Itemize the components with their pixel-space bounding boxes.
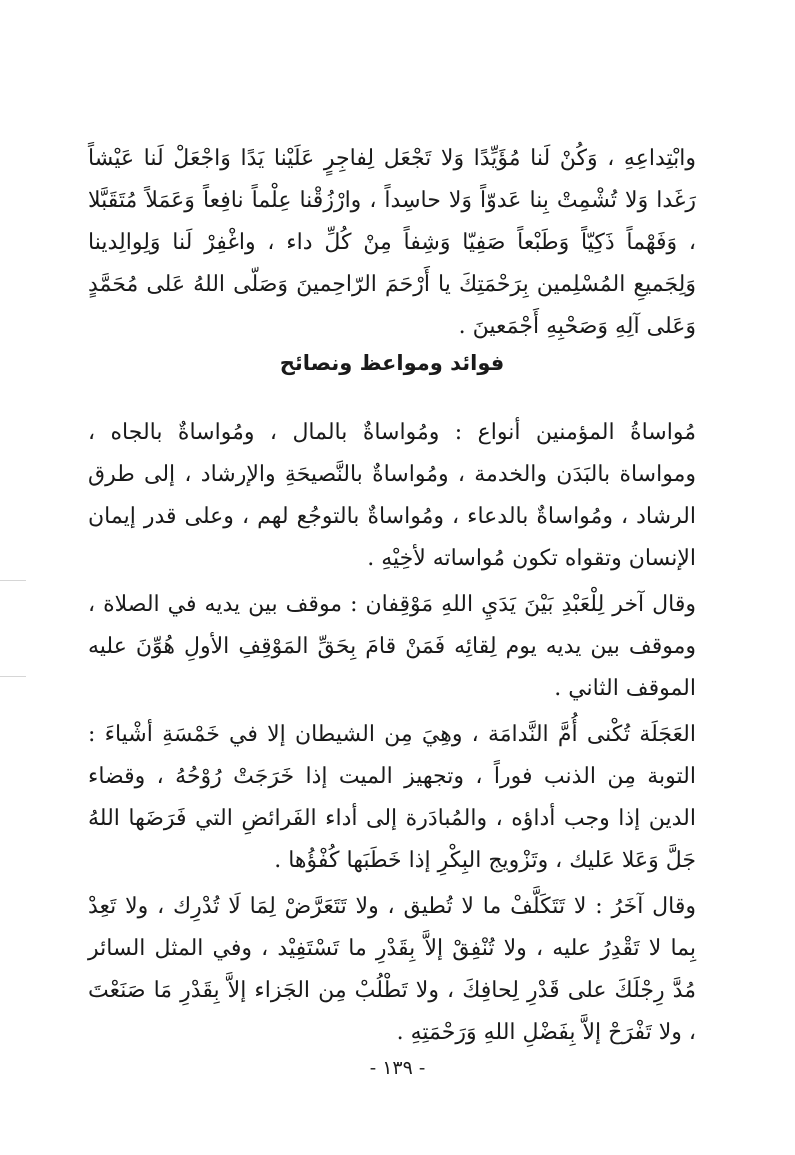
paragraph-advice: وقال آخَرُ : لا تَتَكَلَّفْ ما لا تُطيق ، ولا تَتَعَرَّضْ لِمَا لَا تُدْرِك ، ولا تَعِدْ بِما لا تَقْدِرُ عليه ، ولا تُنْفِقْ إلاَّ بِقَدْرِ ما تَسْتَفِيْد ، وفي المثل السائر مُدَّ رِجْلَكَ على قَدْرِ لِحافِكَ ، ولا تَطْلُبْ مِن الجَزاء إلاَّ بِقَدْرِ مَا صَنَعْتَ ، ولا تَفْرَحْ إلاَّ بِفَضْلِ اللهِ وَرَحْمَتِهِ . <box>88 894 696 1045</box>
paragraph-consolation: مُواساةُ المؤمنين أنواع : ومُواساةٌ بالمال ، ومُواساةٌ بالجاه ، ومواساة بالبَدَن والخدمة ، ومُواساةٌ بالنَّصيحَةِ والإرشاد ، إلى طرق الرشاد ، ومُواساةٌ بالدعاء ، ومُواساةٌ بالتوجُع لهم ، وعلى قدر إيمان الإنسان وتقواه تكون مُواساته لأخِيْهِ . <box>88 420 696 571</box>
section-heading: فوائد ومواعظ ونصائح <box>279 351 505 375</box>
paragraph-two-stands: وقال آخر لِلْعَبْدِ بَيْنَ يَدَيِ اللهِ مَوْقِفان : موقف بين يديه في الصلاة ، وموقف بين يديه يوم لِقائِه فَمَنْ قامَ بِحَقِّ المَوْقِفِ الأولِ هُوِّنَ عليه الموقف الثاني . <box>88 592 696 701</box>
margin-mark <box>0 580 26 581</box>
page-number: - ١٣٩ - <box>369 1057 426 1079</box>
opening-paragraph: وابْتِداعِهِ ، وَكُنْ لَنا مُؤَيِّدًا وَلا تَجْعَل لِفاجِرٍ عَلَيْنا يَدًا وَاجْعَلْ لَنا عَيْشاً رَغَدا وَلا تُشْمِتْ بِنا عَدوّاً وَلا حاسِداً ، وارْزُقْنا عِلْماً نافِعاً وَعَمَلاً مُتَقَبَّلا ، وَفَهْماً ذَكِيّاً وَطَبْعاً صَفِيّا وَشِفاً مِنْ كُلِّ داء ، واغْفِرْ لَنا وَلِوالِدينا وَلِجَميعِ المُسْلِمين بِرَحْمَتِكَ يا أَرْحَمَ الرّاحِمينَ وَصَلّى اللهُ عَلى مُحَمَّدٍ وَعَلى آلِهِ وَصَحْبِهِ أَجْمَعينَ . <box>88 146 696 339</box>
margin-mark <box>0 676 26 677</box>
paragraph-haste: العَجَلَة تُكْنى أُمَّ النَّدامَة ، وهِيَ مِن الشيطان إلا في خَمْسَةِ أشْياءَ : التوبة مِن الذنب فوراً ، وتجهيز الميت إذا خَرَجَتْ رُوْحُهُ ، وقضاء الدين إذا وجب أداؤه ، والمُبادَرة إلى أداء الفَرائضِ التي فَرَضَها اللهُ جَلَّ وَعَلا عَليك ، وتَزْويج البِكْرِ إذا خَطَبَها كُفْؤُها . <box>88 722 696 873</box>
